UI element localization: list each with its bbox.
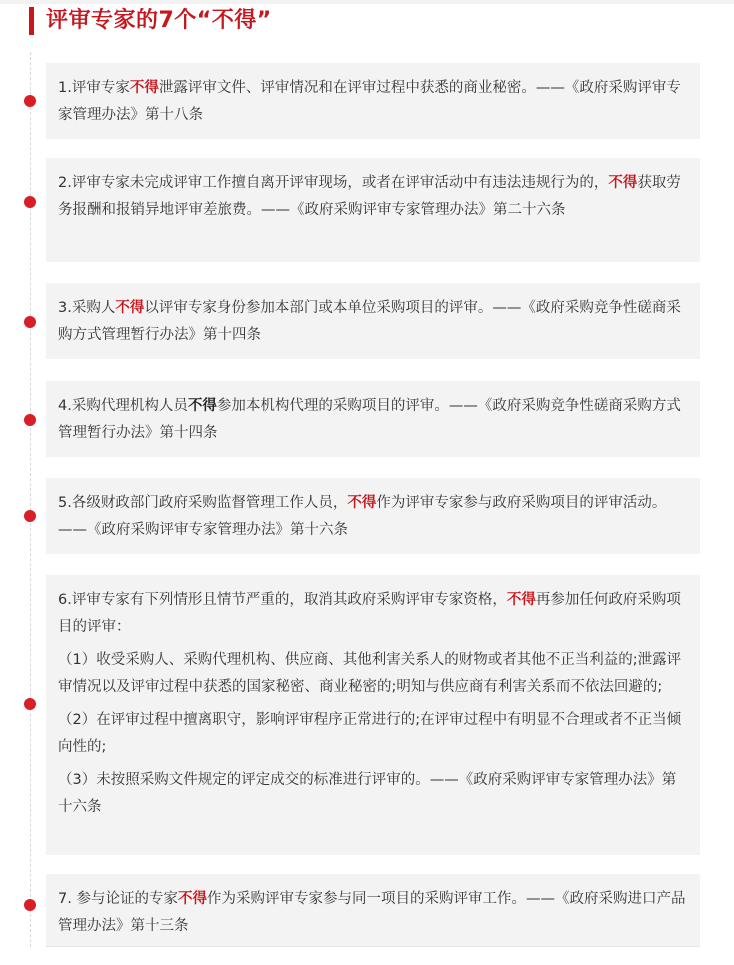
rule-card-1 — [46, 63, 700, 139]
timeline-line — [30, 52, 31, 947]
rule-text: 以评审专家身份参加本部门或本单位采购项目的评审。——《政府采购竞争性磋商采购方式管理暂行办法》第十四条 — [58, 300, 681, 343]
rule-text: 再参加任何政府采购项目的评审： — [58, 592, 681, 635]
rule-paragraph — [58, 707, 690, 761]
emphasis-text: 不得 — [608, 175, 638, 191]
rule-text: 作为评审专家参与政府采购项目的评审活动。——《政府采购评审专家管理办法》第十六条 — [58, 495, 667, 538]
rule-card-3 — [46, 283, 700, 359]
rule-paragraph — [58, 393, 690, 447]
timeline-dot-7 — [24, 899, 36, 911]
rule-text: 7. 参与论证的专家 — [58, 891, 178, 907]
rule-paragraph — [58, 295, 690, 349]
timeline-dot-6 — [24, 698, 36, 710]
rule-card-6 — [46, 575, 700, 855]
rule-text: （1）收受采购人、采购代理机构、供应商、其他利害关系人的财物或者其他不正当利益的;泄露评审情况以及评审过程中获悉的国家秘密、商业秘密的;明知与供应商有利害关系而不依法回避的; — [58, 652, 682, 695]
rule-text: 2.评审专家未完成评审工作擅自离开评审现场，或者在评审活动中有违法违规行为的， — [58, 175, 609, 191]
emphasis-text: 不得 — [115, 300, 145, 316]
rule-card-7 — [46, 874, 700, 946]
timeline-dot-2 — [24, 196, 36, 208]
rule-paragraph — [58, 767, 690, 821]
timeline-dot-5 — [24, 510, 36, 522]
rule-card-2 — [46, 158, 700, 262]
page-title: 评审专家的7个“不得” — [46, 8, 272, 33]
timeline-dot-1 — [24, 95, 36, 107]
rule-text: （3）未按照采购文件规定的评定成交的标准进行评审的。——《政府采购评审专家管理办法》第十六条 — [58, 772, 677, 815]
emphasis-text: 不得 — [177, 891, 207, 907]
rule-paragraph — [58, 587, 690, 641]
rule-text: 4.采购代理机构人员 — [58, 398, 188, 414]
rule-card-5 — [46, 478, 700, 554]
rule-paragraph — [58, 886, 690, 940]
emphasis-text: 不得 — [187, 398, 217, 414]
bottom-divider — [46, 946, 700, 947]
timeline-dot-4 — [24, 414, 36, 426]
emphasis-text: 不得 — [347, 495, 377, 511]
rule-text: 作为采购评审专家参与同一项目的采购评审工作。——《政府采购进口产品管理办法》第十三条 — [58, 891, 686, 934]
title-accent-bar — [29, 7, 34, 35]
rule-text: 参加本机构代理的采购项目的评审。——《政府采购竞争性磋商采购方式管理暂行办法》第十四条 — [58, 398, 681, 441]
rule-paragraph — [58, 490, 690, 544]
rule-text: 1.评审专家 — [58, 80, 130, 96]
rule-text: 5.各级财政部门政府采购监督管理工作人员， — [58, 495, 348, 511]
rule-card-4 — [46, 381, 700, 457]
rule-text: 泄露评审文件、评审情况和在评审过程中获悉的商业秘密。——《政府采购评审专家管理办法》第十八条 — [58, 80, 681, 123]
rule-text: 3.采购人 — [58, 300, 116, 316]
emphasis-text: 不得 — [506, 592, 536, 608]
rule-text: （2）在评审过程中擅离职守，影响评审程序正常进行的;在评审过程中有明显不合理或者不正当倾向性的; — [58, 712, 682, 755]
rule-text: 获取劳务报酬和报销异地评审差旅费。——《政府采购评审专家管理办法》第二十六条 — [58, 175, 681, 218]
rule-paragraph — [58, 75, 690, 129]
rule-paragraph — [58, 170, 690, 224]
rule-text: 6.评审专家有下列情形且情节严重的，取消其政府采购评审专家资格， — [58, 592, 507, 608]
rule-paragraph — [58, 647, 690, 701]
emphasis-text: 不得 — [129, 80, 159, 96]
timeline-dot-3 — [24, 316, 36, 328]
